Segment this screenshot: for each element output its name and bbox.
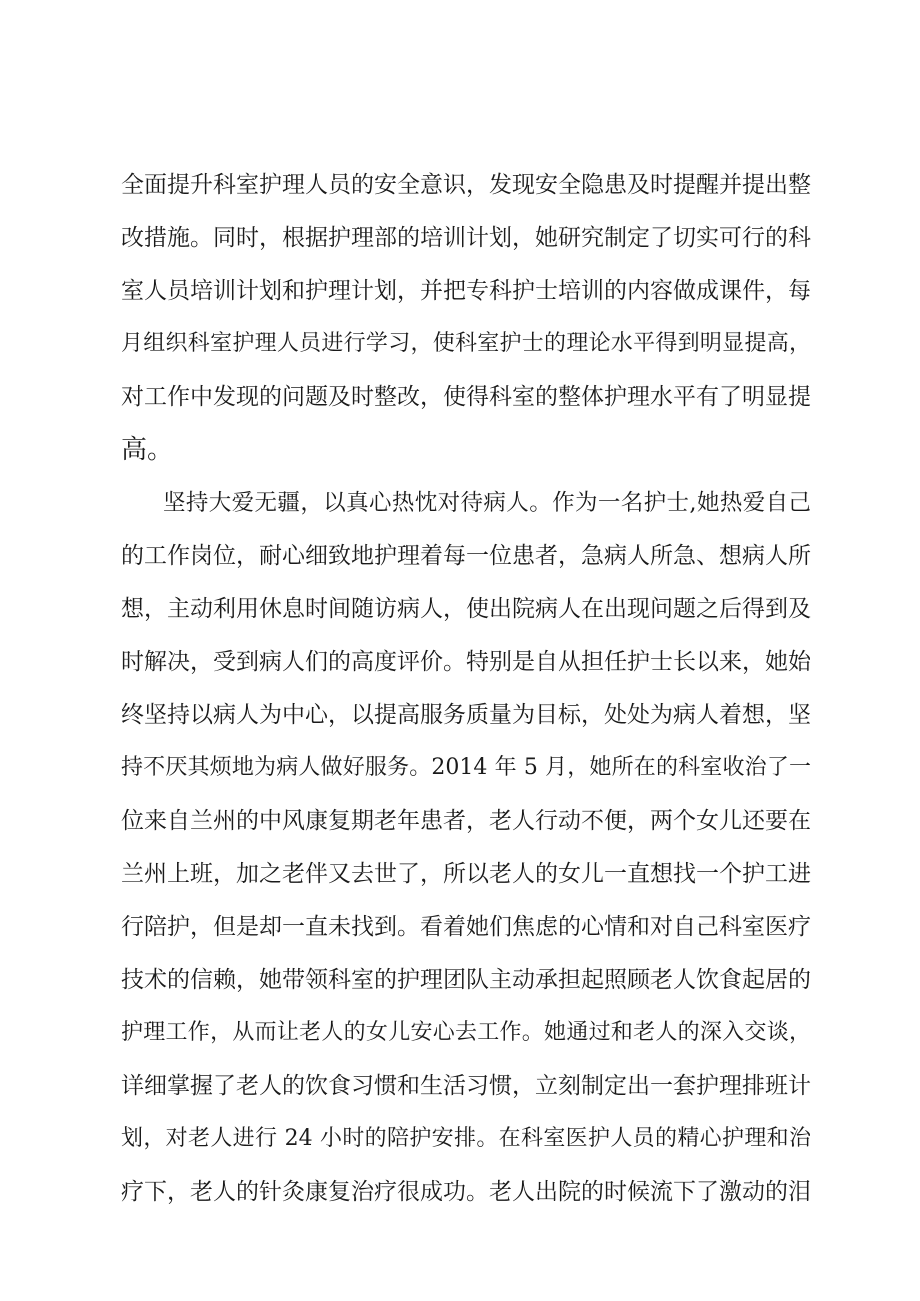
paragraph-1-line-1: 全面提升科室护理人员的安全意识，发现安全隐患及时提醒并提出整 [121, 172, 811, 198]
paragraph-2-line-13: 划，对老人进行 24 小时的陪护安排。在科室医护人员的精心护理和治 [121, 1126, 811, 1151]
paragraph-1-line-6: 高。 [121, 435, 174, 465]
paragraph-2-line-4: 时解决，受到病人们的高度评价。特别是自从担任护士长以来，她始 [121, 649, 811, 675]
paragraph-1-line-4: 月组织科室护理人员进行学习，使科室护士的理论水平得到明显提高， [121, 331, 811, 356]
paragraph-2-line-1: 坚持大爱无疆，以真心热忱对待病人。作为一名护士,她热爱自己 [163, 490, 811, 516]
paragraph-2-line-5: 终坚持以病人为中心，以提高服务质量为目标，处处为病人着想，坚 [121, 702, 811, 728]
paragraph-2-line-2: 的工作岗位，耐心细致地护理着每一位患者，急病人所急、想病人所 [121, 543, 811, 569]
paragraph-2-line-7: 位来自兰州的中风康复期老年患者，老人行动不便，两个女儿还要在 [121, 808, 811, 834]
paragraph-2-line-9: 行陪护，但是却一直未找到。看着她们焦虑的心情和对自己科室医疗 [121, 914, 811, 940]
paragraph-2-line-6: 持不厌其烦地为病人做好服务。2014 年 5 月，她所在的科室收治了一 [121, 755, 811, 780]
paragraph-1-line-5: 对工作中发现的问题及时整改，使得科室的整体护理水平有了明显提 [121, 384, 811, 410]
paragraph-2-line-12: 详细掌握了老人的饮食习惯和生活习惯，立刻制定出一套护理排班计 [121, 1073, 811, 1099]
paragraph-2-line-3: 想，主动利用休息时间随访病人，使出院病人在出现问题之后得到及 [121, 596, 811, 622]
paragraph-2-line-8: 兰州上班，加之老伴又去世了，所以老人的女儿一直想找一个护工进 [121, 861, 811, 887]
paragraph-2-line-10: 技术的信赖，她带领科室的护理团队主动承担起照顾老人饮食起居的 [121, 967, 811, 993]
paragraph-1-line-3: 室人员培训计划和护理计划，并把专科护士培训的内容做成课件，每 [121, 278, 811, 304]
paragraph-2-line-11: 护理工作，从而让老人的女儿安心去工作。她通过和老人的深入交谈， [121, 1020, 811, 1045]
paragraph-2-line-14: 疗下，老人的针灸康复治疗很成功。老人出院的时候流下了激动的泪 [121, 1179, 811, 1205]
paragraph-1-line-2: 改措施。同时，根据护理部的培训计划，她研究制定了切实可行的科 [121, 225, 811, 251]
